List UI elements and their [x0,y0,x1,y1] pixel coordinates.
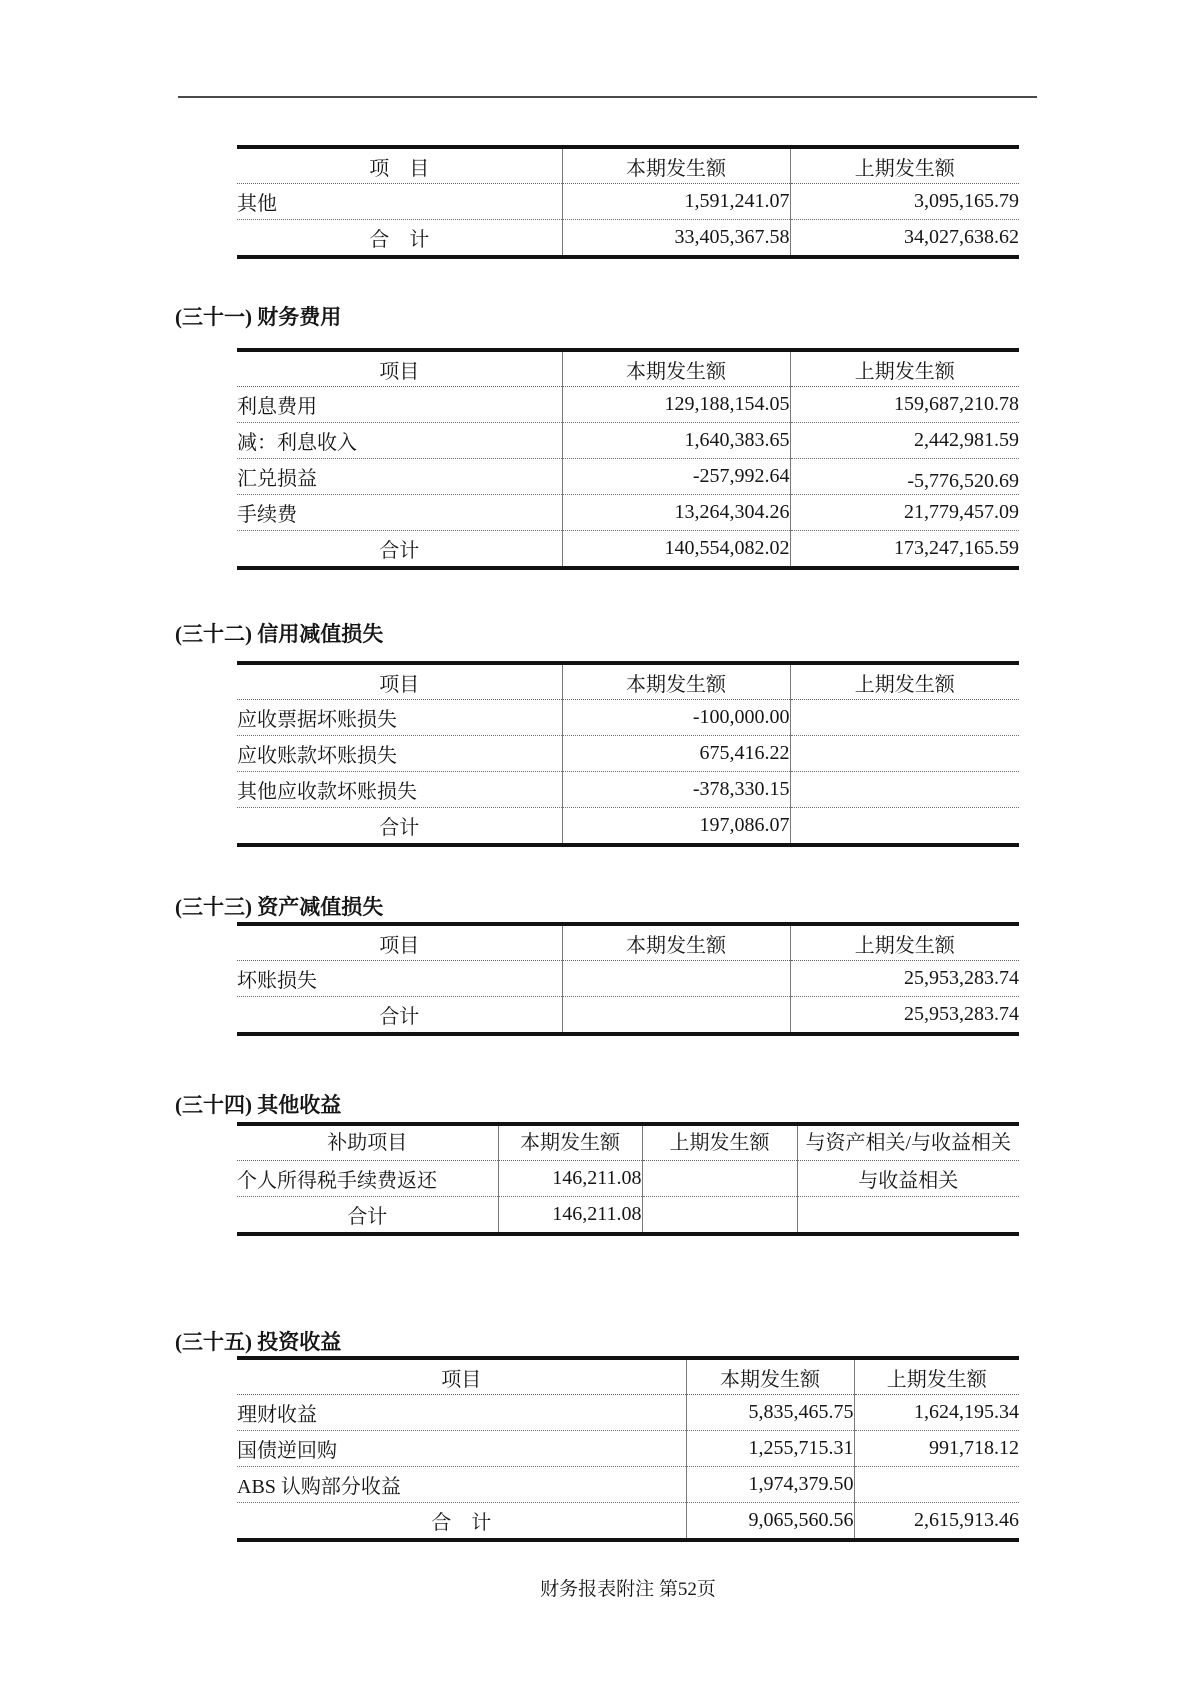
col-header-item: 项目 [379,360,420,383]
financial-expenses-table [237,348,1019,570]
financial-expenses-section [237,348,1019,570]
total-prior-value: 2,615,913.46 [854,1503,1019,1541]
investment-income-section [237,1356,1019,1542]
total-current-value: 140,554,082.02 [562,531,790,569]
total-current-value: 197,086.07 [562,808,790,846]
total-label: 合计 [237,997,562,1035]
col-header-prior-period: 上期发生额 [790,924,1019,961]
row-item-label: 其他应收款坏账损失 [237,772,562,808]
col-header-current-period: 本期发生额 [562,350,790,387]
row-item-label: 汇兑损益 [237,459,562,495]
row-prior-value: 991,718.12 [854,1431,1019,1467]
row-current-value: 1,640,383.65 [562,423,790,459]
row-prior-value [790,700,1019,736]
col-header-prior-period: 上期发生额 [790,147,1019,184]
row-prior-value: 2,442,981.59 [790,423,1019,459]
total-prior-value: 34,027,638.62 [790,220,1019,258]
row-current-value: 129,188,154.05 [562,387,790,423]
credit-impairment-section [237,661,1019,847]
col-header-prior-period: 上期发生额 [790,350,1019,387]
col-header-prior-period: 上期发生额 [790,663,1019,700]
section-heading-other-income: (三十四) 其他收益 [175,1093,342,1117]
header-row [237,350,1019,387]
row-related-value: 与收益相关 [797,1161,1019,1197]
row-current-value: -257,992.64 [562,459,790,495]
col-header-current-period: 本期发生额 [686,1358,854,1395]
total-row [237,808,1019,846]
row-current-value: 5,835,465.75 [686,1395,854,1431]
col-header-item: 项 目 [369,157,430,180]
header-row [237,924,1019,961]
row-item-label: 减：利息收入 [237,423,562,459]
section-heading-asset-impairment: (三十三) 资产减值损失 [175,895,384,919]
row-item-label: 应收票据坏账损失 [237,700,562,736]
section-heading-financial-expenses: (三十一) 财务费用 [175,305,342,329]
carryover-table [237,145,1019,259]
total-label: 合 计 [237,220,562,258]
other-income-table [237,1122,1019,1236]
row-item-label: 利息费用 [237,387,562,423]
row-current-value: -100,000.00 [562,700,790,736]
total-label: 合计 [237,531,562,569]
row-prior-value [790,736,1019,772]
table-row [237,736,1019,772]
offset-prior-value: -5,776,520.69 [907,470,1019,492]
section-heading-credit-impairment: (三十二) 信用减值损失 [175,622,384,646]
total-row [237,997,1019,1035]
carryover-table-section [237,145,1019,259]
total-prior-value: 173,247,165.59 [790,531,1019,569]
total-row [237,220,1019,258]
row-prior-value: 3,095,165.79 [790,184,1019,220]
total-row [237,531,1019,569]
total-prior-value: 25,953,283.74 [790,997,1019,1035]
table-row [237,772,1019,808]
table-row [237,961,1019,997]
total-label: 合计 [237,1197,498,1235]
header-row [237,147,1019,184]
section-heading-investment-income: (三十五) 投资收益 [175,1330,342,1354]
row-prior-value: 25,953,283.74 [790,961,1019,997]
col-header-item: 项目 [441,1368,482,1391]
row-item-label: 国债逆回购 [237,1431,686,1467]
row-item-label: 个人所得税手续费返还 [237,1161,498,1197]
row-prior-value: 1,624,195.34 [854,1395,1019,1431]
col-header-current-period: 本期发生额 [562,147,790,184]
total-prior-value [642,1197,797,1235]
total-current-value: 9,065,560.56 [686,1503,854,1541]
total-current-value: 146,211.08 [498,1197,642,1235]
header-row [237,1358,1019,1395]
total-row [237,1197,1019,1235]
table-row [237,1395,1019,1431]
row-prior-value [854,1467,1019,1503]
row-current-value: 1,974,379.50 [686,1467,854,1503]
col-header-asset-or-income-related: 与资产相关/与收益相关 [797,1124,1019,1161]
col-header-current-period: 本期发生额 [562,924,790,961]
table-row [237,1467,1019,1503]
row-prior-value: 159,687,210.78 [790,387,1019,423]
table-row [237,1431,1019,1467]
row-prior-value [790,772,1019,808]
header-row [237,1124,1019,1161]
row-current-value: 13,264,304.26 [562,495,790,531]
total-label: 合计 [237,808,562,846]
asset-impairment-table [237,922,1019,1036]
total-label: 合 计 [237,1503,686,1541]
total-prior-value [790,808,1019,846]
row-item-label: ABS 认购部分收益 [237,1467,686,1503]
col-header-current-period: 本期发生额 [562,663,790,700]
col-header-item: 项目 [379,934,420,957]
table-row [237,459,1019,495]
total-related-value [797,1197,1019,1235]
row-item-label: 手续费 [237,495,562,531]
total-current-value [562,997,790,1035]
other-income-section [237,1122,1019,1236]
header-row [237,663,1019,700]
table-row [237,423,1019,459]
table-row [237,700,1019,736]
row-current-value: 1,255,715.31 [686,1431,854,1467]
row-item-label: 理财收益 [237,1395,686,1431]
row-current-value: 1,591,241.07 [562,184,790,220]
asset-impairment-section [237,922,1019,1036]
col-header-current-period: 本期发生额 [498,1124,642,1161]
credit-impairment-table [237,661,1019,847]
total-row [237,1503,1019,1541]
table-row [237,1161,1019,1197]
row-prior-value: 21,779,457.09 [790,495,1019,531]
row-prior-value [790,459,1019,495]
row-current-value: 146,211.08 [498,1161,642,1197]
investment-income-table [237,1356,1019,1542]
row-current-value: 675,416.22 [562,736,790,772]
col-header-prior-period: 上期发生额 [642,1124,797,1161]
row-item-label: 其他 [237,184,562,220]
col-header-subsidy-item: 补助项目 [327,1131,408,1154]
row-item-label: 应收账款坏账损失 [237,736,562,772]
table-row [237,184,1019,220]
table-row [237,495,1019,531]
col-header-prior-period: 上期发生额 [854,1358,1019,1395]
row-current-value [562,961,790,997]
row-prior-value [642,1161,797,1197]
page-header-rule [178,96,1037,98]
total-current-value: 33,405,367.58 [562,220,790,258]
col-header-item: 项目 [379,673,420,696]
page-footer: 财务报表附注 第52页 [540,1579,716,1600]
row-current-value: -378,330.15 [562,772,790,808]
table-row [237,387,1019,423]
row-item-label: 坏账损失 [237,961,562,997]
